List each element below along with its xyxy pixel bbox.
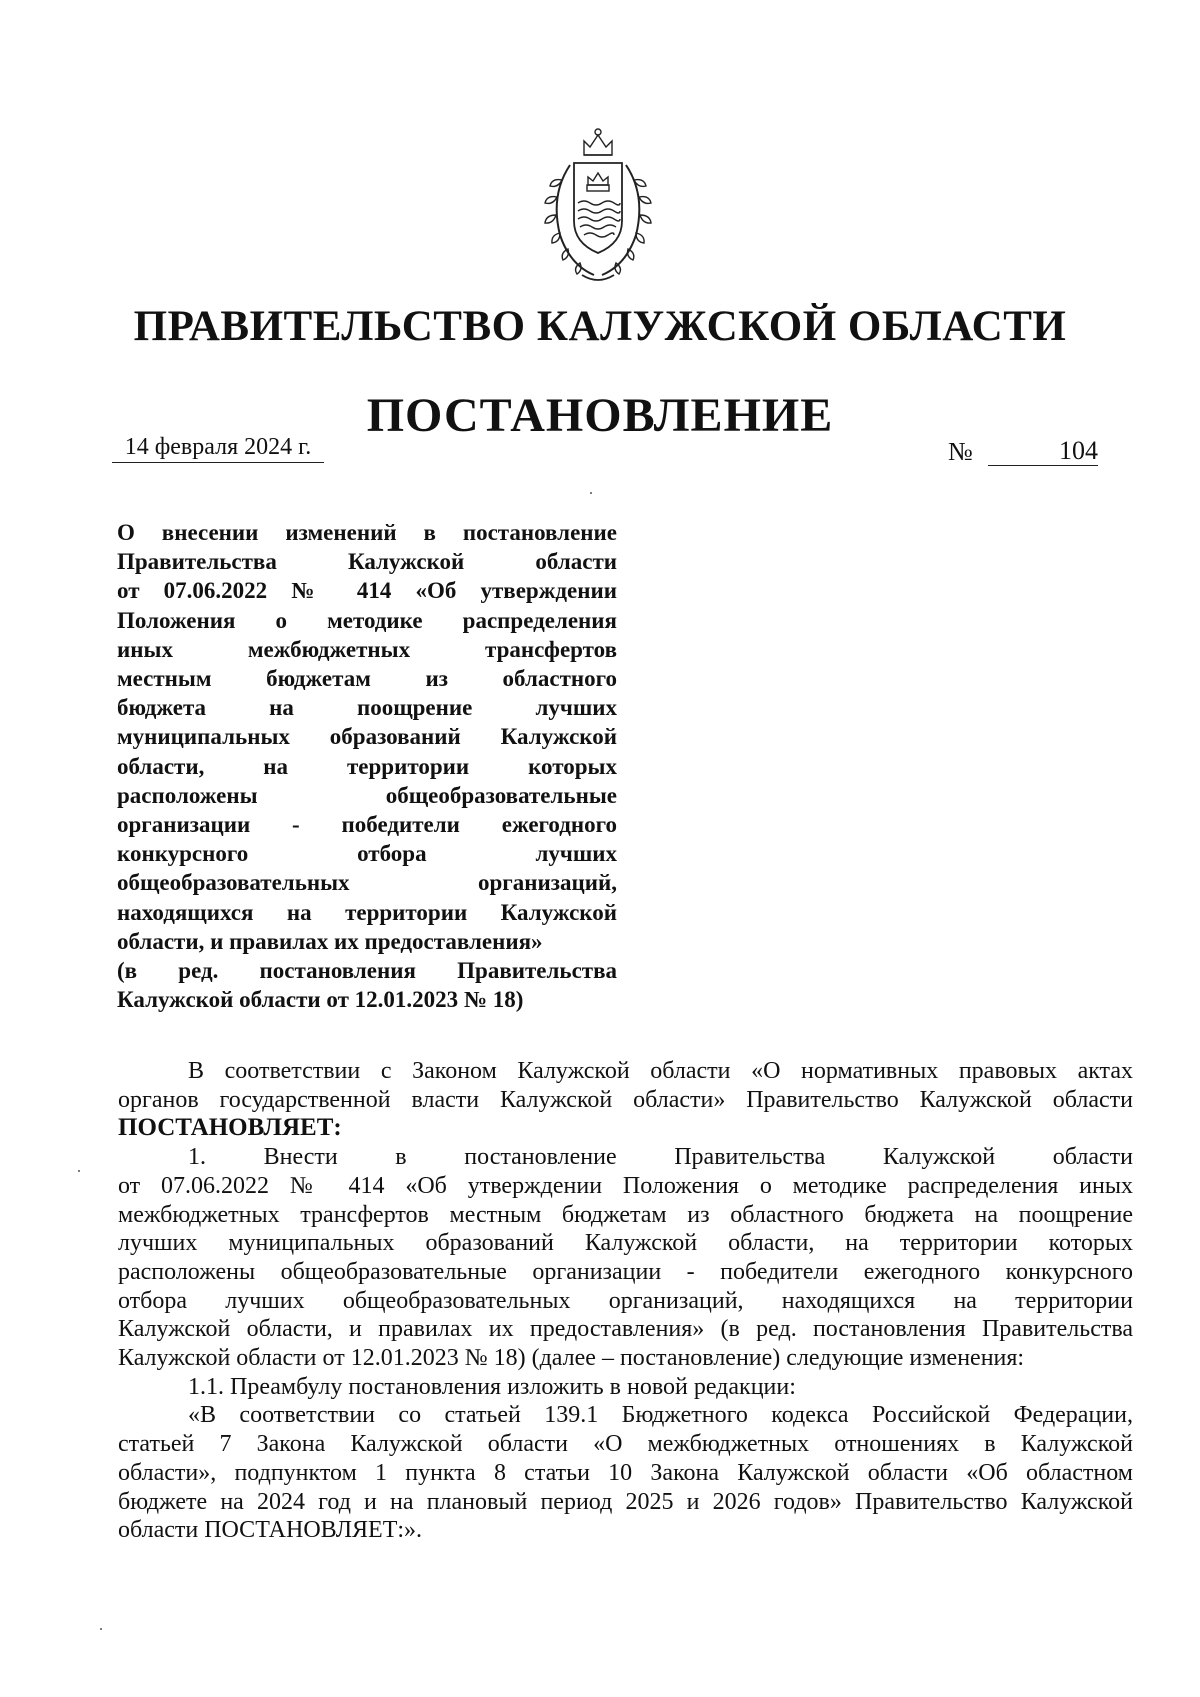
title-line: Калужской области от 12.01.2023 № 18)	[117, 987, 524, 1013]
body-line: Калужской области от 12.01.2023 № 18) (далее – постановление) следующие изменения:	[118, 1345, 1025, 1372]
scan-speck	[100, 1628, 102, 1630]
quote-line: бюджете на 2024 год и на плановый период 2025 и 2026 годов» Правительство Калужской	[118, 1488, 1133, 1515]
document-subject-title	[117, 518, 617, 1014]
scan-speck	[78, 1170, 80, 1172]
title-line: иных межбюджетных трансфертов	[117, 636, 617, 662]
body-line: 1.1. Преамбулу постановления изложить в новой редакции:	[188, 1373, 796, 1400]
body-line: 1. Внести в постановление Правительства Калужской области	[188, 1144, 1133, 1171]
body-line: от 07.06.2022 № 414 «Об утверждении Положения о методике распределения иных	[118, 1172, 1133, 1199]
title-line: Правительства Калужской области	[117, 549, 617, 575]
quote-line: области ПОСТАНОВЛЯЕТ:».	[118, 1517, 423, 1544]
title-line: области, и правилах их предоставления»	[117, 928, 543, 954]
organization-title: ПРАВИТЕЛЬСТВО КАЛУЖСКОЙ ОБЛАСТИ	[133, 303, 1067, 350]
number-sign: №	[948, 437, 973, 466]
body-line: органов государственной власти Калужской области» Правительство Калужской области	[118, 1086, 1133, 1113]
title-line: области, на территории которых	[117, 753, 617, 779]
title-line: (в ред. постановления Правительства	[117, 958, 617, 984]
title-line: находящихся на территории Калужской	[117, 899, 617, 925]
body-line: В соответствии с Законом Калужской области «О нормативных правовых актах	[188, 1058, 1133, 1084]
body-line: расположены общеобразовательные организации - победители ежегодного конкурсного	[118, 1258, 1133, 1285]
document-body	[118, 1057, 1133, 1545]
document-date: 14 февраля 2024 г.	[112, 432, 324, 463]
title-line: общеобразовательных организаций,	[117, 870, 617, 896]
document-number: 104	[988, 437, 1098, 466]
document-number-field	[948, 437, 1098, 469]
body-line: Калужской области, и правилах их предоставления» (в ред. постановления Правительства	[118, 1316, 1133, 1343]
body-line: лучших муниципальных образований Калужской области, на территории которых	[118, 1230, 1133, 1257]
title-line: О внесении изменений в постановление	[117, 520, 617, 545]
quote-line: статьей 7 Закона Калужской области «О межбюджетных отношениях в Калужской	[118, 1431, 1133, 1458]
title-line: муниципальных образований Калужской	[117, 724, 617, 750]
title-line: от 07.06.2022 № 414 «Об утверждении	[117, 578, 617, 604]
title-line: Положения о методике распределения	[117, 607, 617, 633]
resolve-heading: ПОСТАНОВЛЯЕТ:	[118, 1114, 342, 1142]
scan-speck	[590, 492, 592, 494]
title-line: бюджета на поощрение лучших	[117, 695, 617, 721]
body-line: отбора лучших общеобразовательных организаций, находящихся на территории	[118, 1287, 1133, 1314]
coat-of-arms-icon	[532, 125, 664, 287]
title-line: конкурсного отбора лучших	[117, 841, 617, 867]
quote-line: «В соответствии со статьей 139.1 Бюджетного кодекса Российской Федерации,	[188, 1402, 1133, 1429]
body-line: межбюджетных трансфертов местным бюджетам из областного бюджета на поощрение	[118, 1201, 1133, 1228]
title-line: расположены общеобразовательные	[117, 782, 617, 808]
quote-line: области», подпунктом 1 пункта 8 статьи 10 Закона Калужской области «Об областном	[118, 1459, 1133, 1486]
document-type-heading: ПОСТАНОВЛЕНИЕ	[366, 389, 834, 442]
title-line: местным бюджетам из областного	[117, 666, 617, 692]
title-line: организации - победители ежегодного	[117, 812, 617, 838]
